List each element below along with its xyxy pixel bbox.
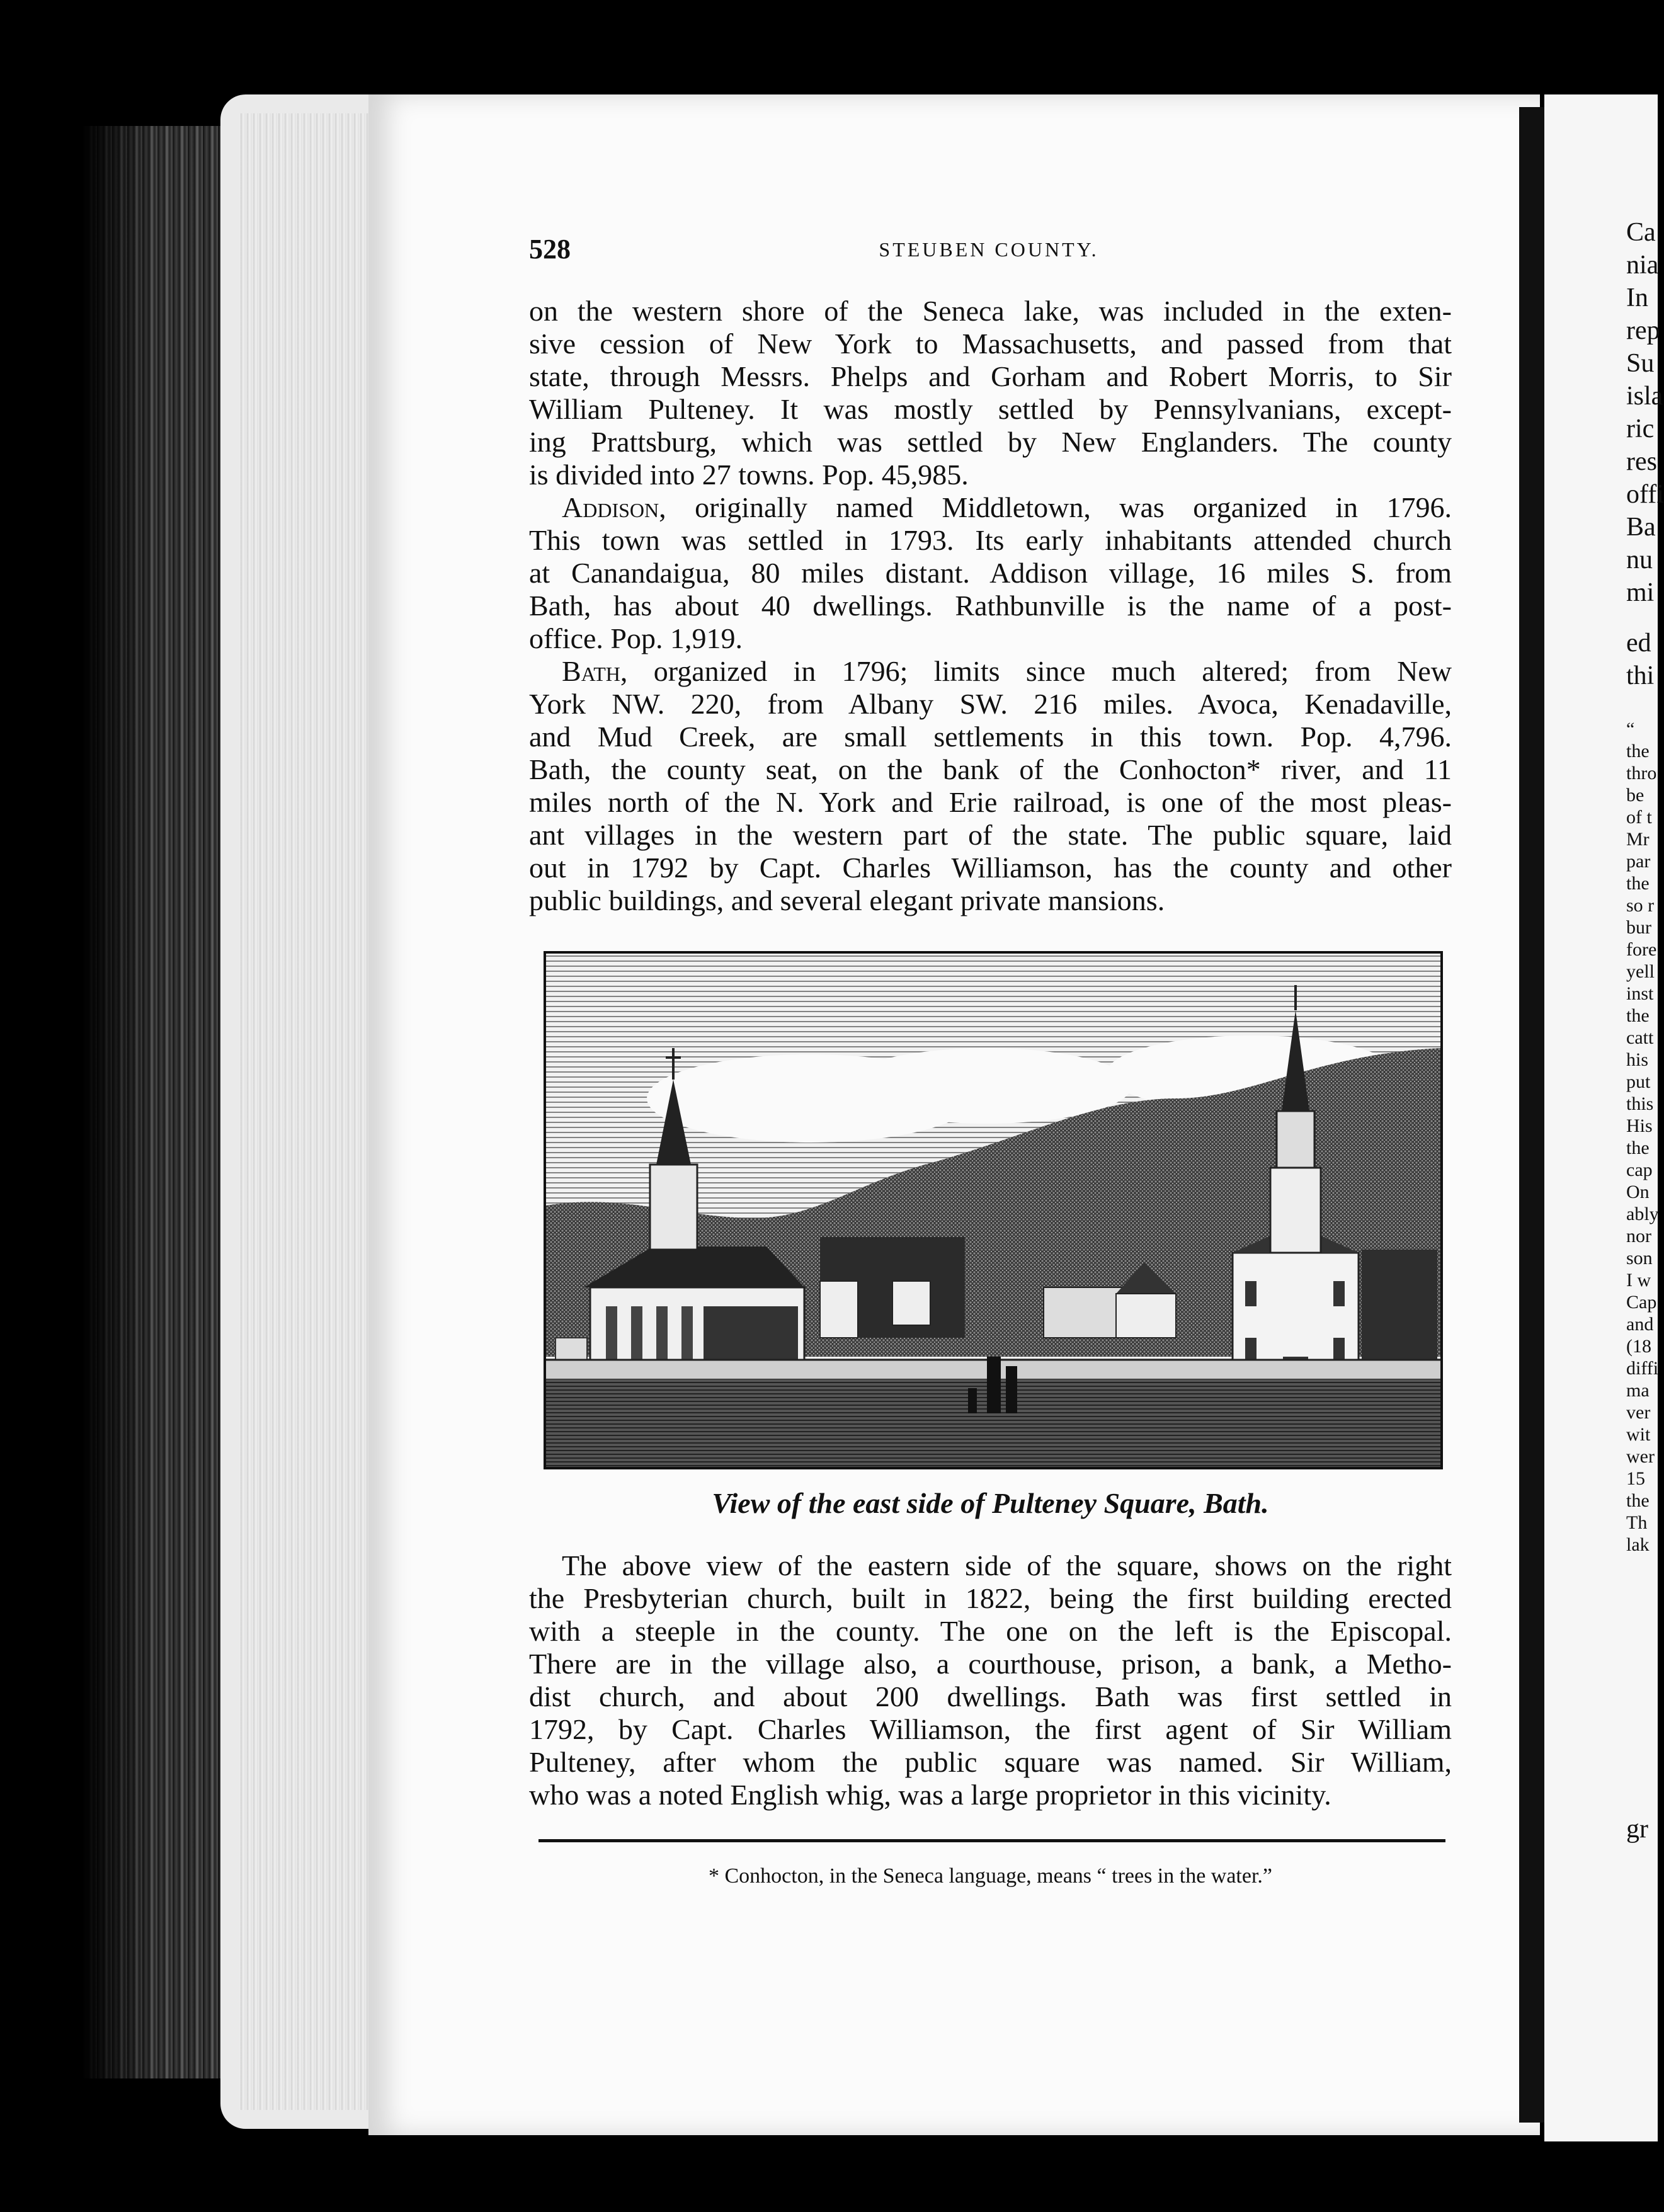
text-line: state, through Messrs. Phelps and Gorham and Robert Morris, to Sir <box>529 360 1452 392</box>
facing-page-text: Ca <box>1626 218 1656 247</box>
running-title: STEUBEN COUNTY. <box>879 238 1099 261</box>
facing-page-text: ric <box>1626 414 1655 443</box>
facing-page-text: the <box>1626 1137 1650 1158</box>
text-line: on the western shore of the Seneca lake, was included in the exten- <box>529 295 1452 327</box>
engraving-caption: View of the east side of Pulteney Square, Bath. <box>712 1487 1269 1519</box>
facing-page-text: 15 <box>1626 1468 1645 1489</box>
facing-page-text: His <box>1626 1115 1653 1136</box>
facing-page-text: cap <box>1626 1160 1653 1180</box>
text-line: 1792, by Capt. Charles Williamson, the first agent of Sir William <box>529 1713 1452 1745</box>
text-line: Bath, has about 40 dwellings. Rathbunville is the name of a post- <box>529 590 1452 622</box>
facing-page-text: thi <box>1626 661 1655 690</box>
facing-page-text: bur <box>1626 917 1651 938</box>
footnote-rule <box>539 1839 1445 1842</box>
text-line: with a steeple in the county. The one on the left is the Episcopal. <box>529 1615 1452 1647</box>
text-line: ant villages in the western part of the state. The public square, laid <box>529 819 1452 851</box>
facing-page-text: isla <box>1626 382 1663 411</box>
facing-page-text: this <box>1626 1093 1654 1114</box>
facing-page-text: ably <box>1626 1204 1659 1224</box>
facing-page-text: Su <box>1626 349 1655 378</box>
text-line: William Pulteney. It was mostly settled by Pennsylvanians, except- <box>529 393 1452 425</box>
facing-page-text: mi <box>1626 578 1655 607</box>
text-line: public buildings, and several elegant private mansions. <box>529 884 1165 916</box>
facing-page-text: the <box>1626 1005 1650 1026</box>
text-line: at Canandaigua, 80 miles distant. Addison village, 16 miles S. from <box>529 557 1452 589</box>
facing-page-text: gr <box>1626 1815 1648 1844</box>
intro-paragraph <box>529 295 1452 491</box>
facing-page-text: lak <box>1626 1534 1650 1555</box>
facing-page-text: thro <box>1626 763 1657 784</box>
facing-page-text: ver <box>1626 1402 1651 1423</box>
facing-page-text: fore <box>1626 939 1657 960</box>
text-line: There are in the village also, a courthouse, prison, a bank, a Metho- <box>529 1648 1452 1680</box>
text-line: Bath, the county seat, on the bank of the Conhocton* river, and 11 <box>529 753 1452 785</box>
facing-page-text: Th <box>1626 1512 1648 1533</box>
facing-page-text: nia <box>1626 251 1659 280</box>
facing-page-text: In <box>1626 283 1648 312</box>
facing-page-text: rep <box>1626 316 1660 345</box>
facing-page-text: the <box>1626 873 1650 894</box>
facing-page-text: On <box>1626 1182 1650 1202</box>
facing-page-text: ed <box>1626 629 1651 658</box>
facing-page-text: (18 <box>1626 1336 1651 1357</box>
facing-page-text: I w <box>1626 1270 1651 1291</box>
text-line: ing Prattsburg, which was settled by New Englanders. The county <box>529 426 1452 458</box>
edge-shadow <box>82 126 157 2078</box>
text-line: Bath, organized in 1796; limits since much altered; from New <box>562 655 1452 687</box>
facing-page-text: inst <box>1626 983 1654 1004</box>
facing-page-text: offi <box>1626 480 1664 509</box>
facing-page-text: so r <box>1626 895 1655 916</box>
text-line: dist church, and about 200 dwellings. Bath was first settled in <box>529 1680 1452 1713</box>
facing-page-text: nor <box>1626 1226 1651 1246</box>
facing-page-text: wer <box>1626 1446 1655 1467</box>
text-line: miles north of the N. York and Erie railroad, is one of the most pleas- <box>529 786 1452 818</box>
addison-paragraph <box>529 491 1452 655</box>
facing-page-fragment <box>1544 94 1664 2141</box>
text-line: and Mud Creek, are small settlements in this town. Pop. 4,796. <box>529 721 1452 753</box>
page-stack-lines <box>239 113 378 2110</box>
facing-page-text: wit <box>1626 1424 1651 1445</box>
facing-page-text: par <box>1626 851 1651 872</box>
footnote: * Conhocton, in the Seneca language, means “ trees in the water.” <box>708 1864 1273 1888</box>
page-header <box>529 233 1449 271</box>
facing-page-text: his <box>1626 1049 1649 1070</box>
facing-page-text: ma <box>1626 1380 1650 1401</box>
facing-page-text: be <box>1626 785 1644 806</box>
facing-page-text: catt <box>1626 1027 1654 1048</box>
text-line: York NW. 220, from Albany SW. 216 miles. Avoca, Kenadaville, <box>529 688 1452 720</box>
facing-page-text: yell <box>1626 961 1655 982</box>
facing-page-text: diffi <box>1626 1358 1659 1379</box>
facing-page-text: the <box>1626 1490 1650 1511</box>
book-gutter <box>1519 107 1544 2123</box>
facing-page-text: put <box>1626 1071 1651 1092</box>
text-line: The above view of the eastern side of the square, shows on the right <box>562 1549 1452 1582</box>
bath-paragraph <box>529 655 1452 917</box>
page-number: 528 <box>529 234 571 265</box>
text-line: who was a noted English whig, was a large proprietor in this vicinity. <box>529 1779 1331 1811</box>
facing-page-text: Ba <box>1626 513 1656 542</box>
facing-page-text: nu <box>1626 545 1653 574</box>
text-line: the Presbyterian church, built in 1822, being the first building erected <box>529 1582 1452 1614</box>
text-line: out in 1792 by Capt. Charles Williamson, has the county and other <box>529 852 1452 884</box>
facing-page-text: and <box>1626 1314 1654 1335</box>
square-view-paragraph <box>529 1549 1452 1811</box>
facing-page-text: Mr <box>1626 829 1650 850</box>
text-line: is divided into 27 towns. Pop. 45,985. <box>529 459 969 491</box>
facing-page-text: son <box>1626 1248 1653 1268</box>
facing-page-text: “ <box>1626 719 1635 739</box>
text-line: Pulteney, after whom the public square was named. Sir William, <box>529 1746 1452 1778</box>
text-line: Addison, originally named Middletown, was organized in 1796. <box>562 491 1452 523</box>
facing-page-text: of t <box>1626 807 1652 828</box>
facing-page-text: Cap <box>1626 1292 1657 1313</box>
engraving-pulteney-square <box>544 951 1443 1469</box>
text-line: This town was settled in 1793. Its early inhabitants attended church <box>529 524 1452 556</box>
text-line: sive cession of New York to Massachusetts, and passed from that <box>529 328 1452 360</box>
engraving-illustration <box>546 954 1440 1467</box>
facing-page-text: the <box>1626 741 1650 761</box>
facing-page-text: res <box>1626 447 1657 476</box>
text-line: office. Pop. 1,919. <box>529 622 743 654</box>
